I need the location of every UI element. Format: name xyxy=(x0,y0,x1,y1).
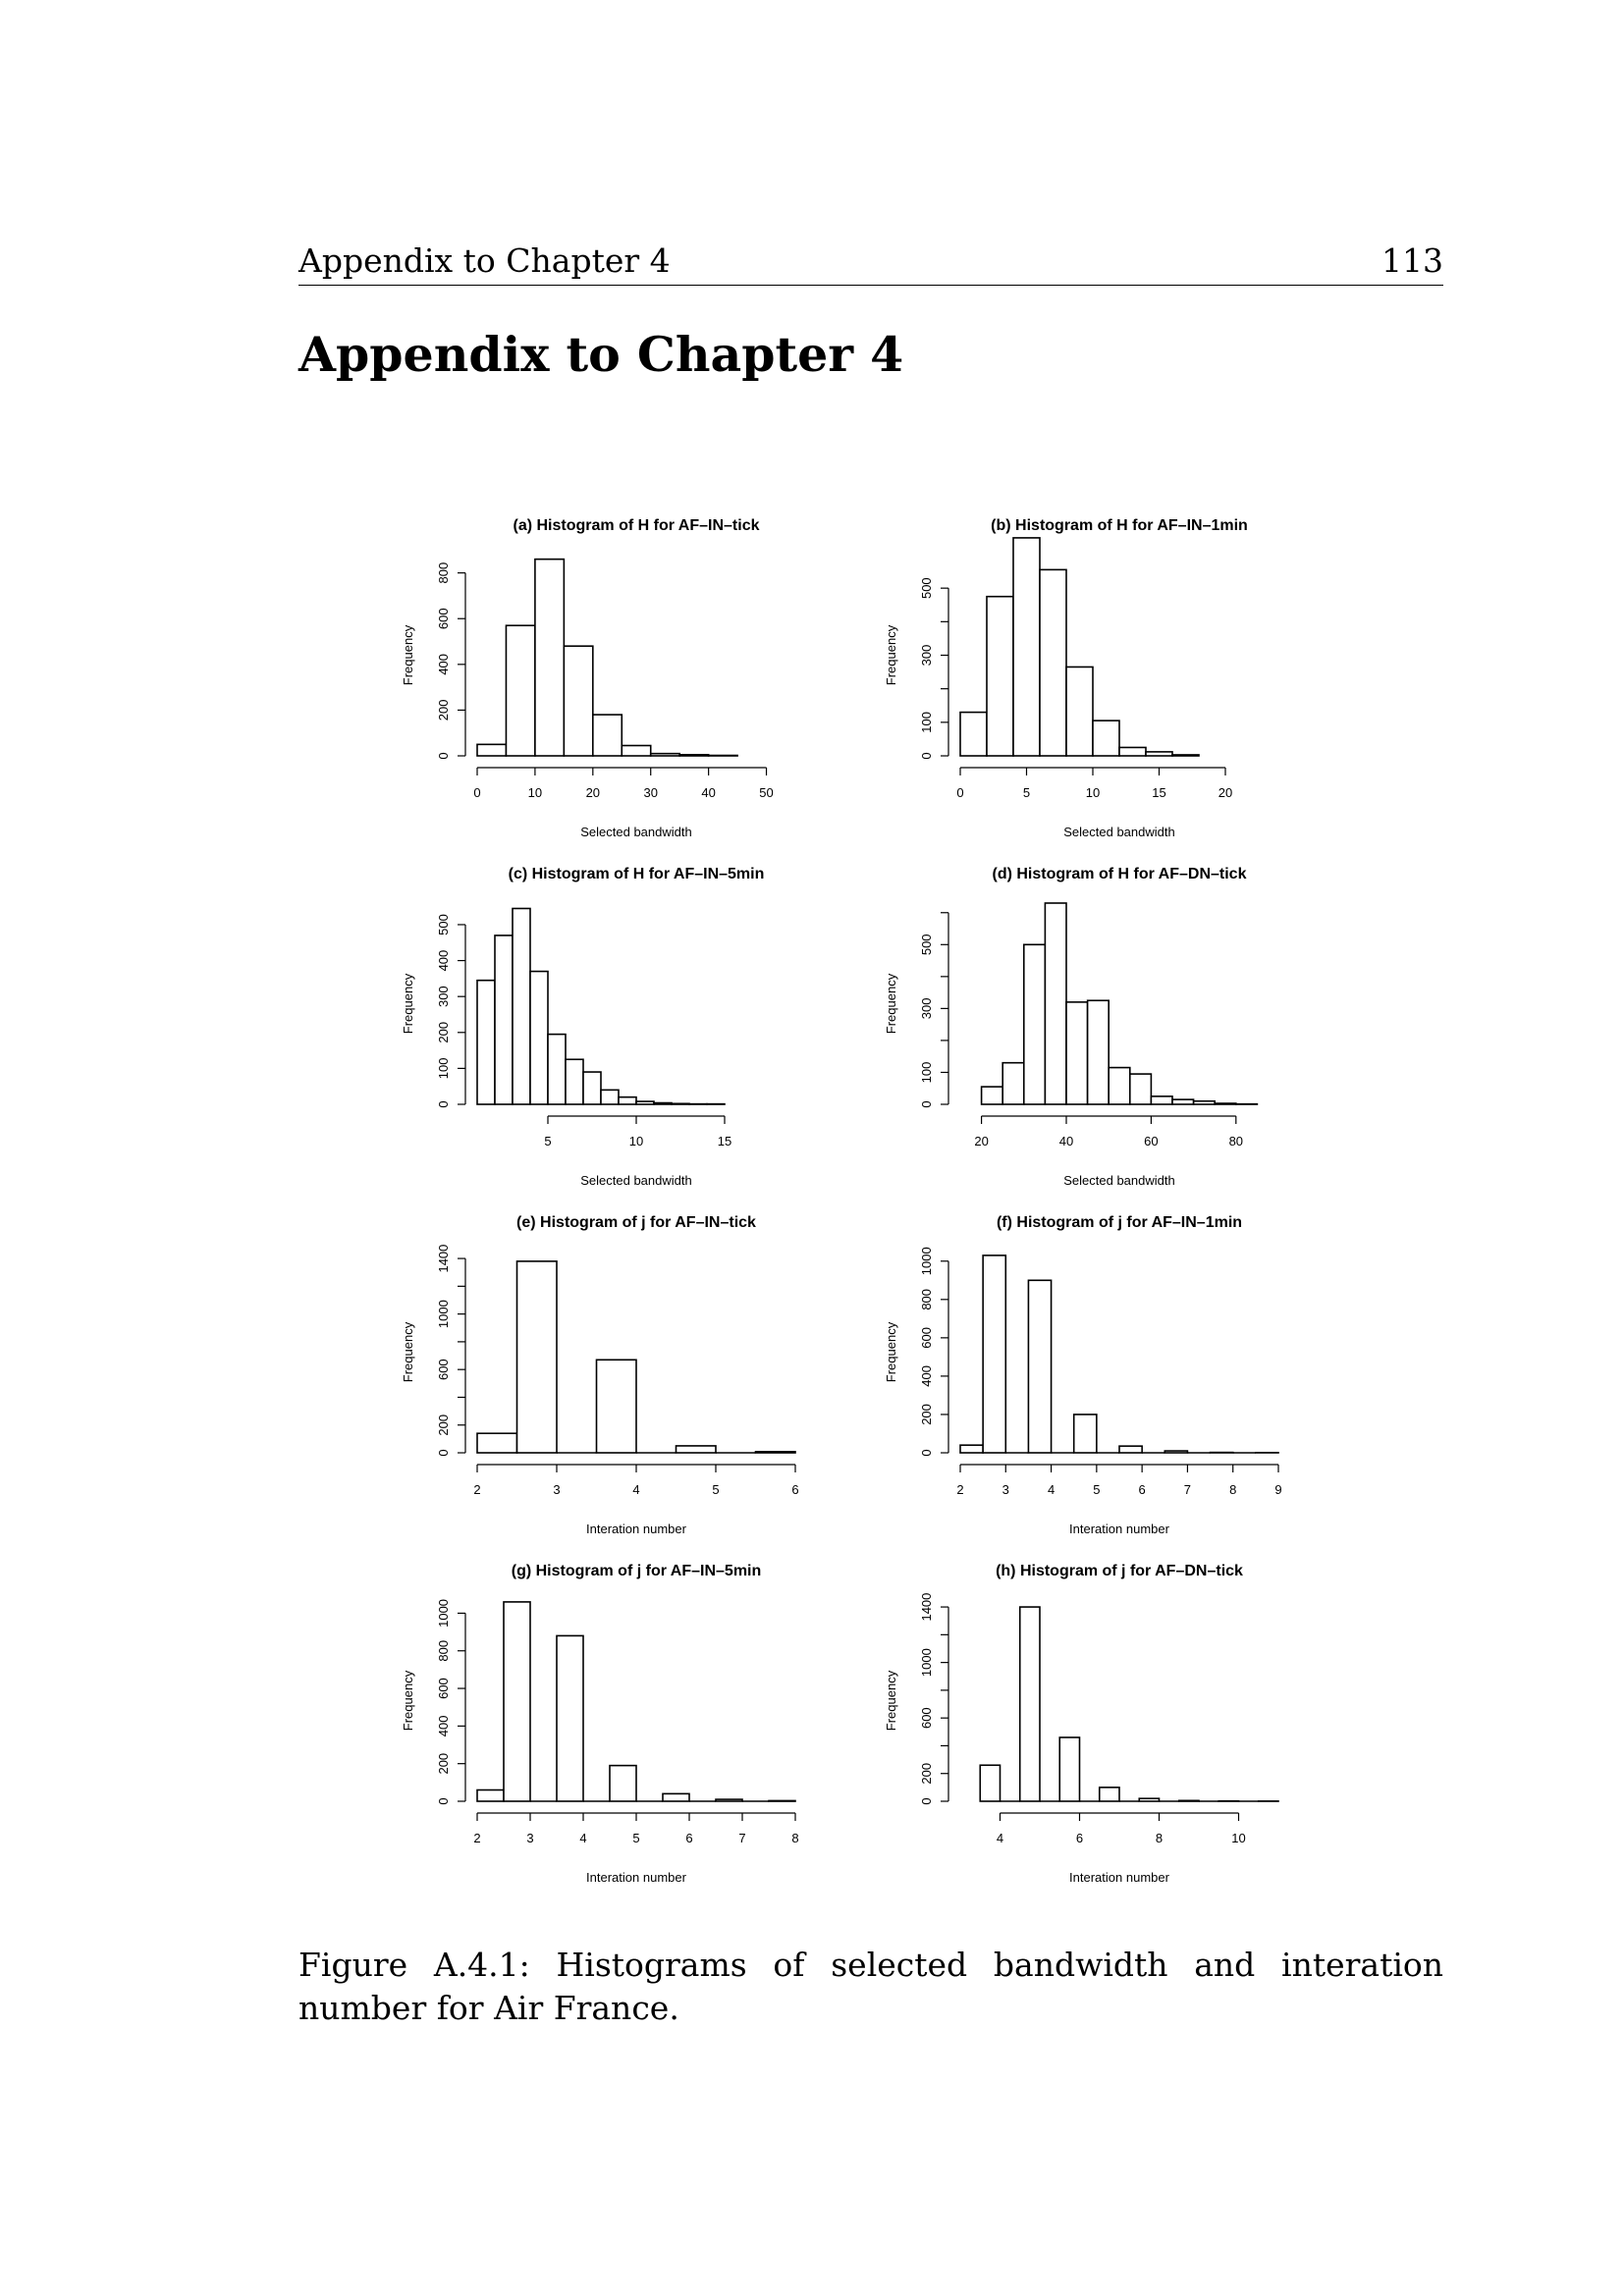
histogram-bar xyxy=(1002,1063,1024,1104)
y-tick-label: 600 xyxy=(436,1359,451,1381)
histogram-bar xyxy=(477,1790,504,1801)
histogram-bar xyxy=(756,1452,796,1453)
histogram-bar xyxy=(769,1800,795,1801)
x-tick-label: 8 xyxy=(1229,1482,1237,1497)
x-tick-label: 3 xyxy=(1001,1482,1009,1497)
y-tick-label: 1000 xyxy=(919,1247,934,1276)
y-tick-label: 300 xyxy=(919,997,934,1020)
histogram-bar xyxy=(513,908,530,1104)
histogram-bar xyxy=(1059,1737,1079,1801)
chart-title: (e) Histogram of j for AF–IN–tick xyxy=(516,1214,756,1231)
y-tick-label: 100 xyxy=(919,711,934,733)
y-tick-label: 100 xyxy=(919,1061,934,1084)
x-tick-label: 20 xyxy=(585,785,601,800)
histogram-bar xyxy=(654,1103,672,1104)
histogram-bar xyxy=(1146,752,1172,756)
y-tick-label: 800 xyxy=(436,1639,451,1662)
y-axis-label: Frequency xyxy=(401,624,415,686)
histogram-bar xyxy=(982,1087,1003,1104)
histogram-bar xyxy=(983,1255,1005,1453)
x-tick-label: 7 xyxy=(738,1831,746,1845)
y-tick-label: 200 xyxy=(436,1752,451,1775)
chart-title: (b) Histogram of H for AF–IN–1min xyxy=(991,517,1248,534)
x-axis-label: Interation number xyxy=(586,1522,686,1536)
y-tick-label: 0 xyxy=(436,1449,451,1457)
x-tick-label: 9 xyxy=(1274,1482,1282,1497)
x-tick-label: 2 xyxy=(473,1482,481,1497)
y-tick-label: 1400 xyxy=(919,1592,934,1622)
histogram-bar xyxy=(960,1445,983,1453)
histogram-bar xyxy=(619,1097,636,1104)
y-tick-label: 500 xyxy=(919,934,934,956)
histogram-bar xyxy=(1013,538,1040,756)
x-axis-label: Selected bandwidth xyxy=(1063,825,1175,839)
x-tick-label: 6 xyxy=(1075,1831,1084,1845)
y-axis-label: Frequency xyxy=(401,1321,415,1383)
y-tick-label: 400 xyxy=(919,1365,934,1387)
chart-title: (a) Histogram of H for AF–IN–tick xyxy=(513,517,760,534)
histogram-bar xyxy=(535,560,564,756)
chart-title: (f) Histogram of j for AF–IN–1min xyxy=(996,1214,1243,1231)
x-axis-label: Selected bandwidth xyxy=(580,825,692,839)
histogram-bar xyxy=(557,1635,583,1801)
histogram-bar xyxy=(564,646,592,756)
y-tick-label: 200 xyxy=(436,1021,451,1043)
x-tick-label: 20 xyxy=(1218,785,1233,800)
histogram-bar xyxy=(548,1035,566,1104)
x-tick-label: 60 xyxy=(1144,1134,1159,1148)
histogram-bar xyxy=(1172,1099,1194,1104)
histogram-bar xyxy=(593,715,622,756)
x-tick-label: 0 xyxy=(956,785,964,800)
x-tick-label: 6 xyxy=(685,1831,693,1845)
y-tick-label: 0 xyxy=(919,1797,934,1805)
histogram-bar xyxy=(1139,1798,1159,1801)
x-tick-label: 2 xyxy=(473,1831,481,1845)
histogram-bar xyxy=(1024,944,1046,1104)
chart-title: (h) Histogram of j for AF–DN–tick xyxy=(996,1563,1243,1579)
histogram-bar xyxy=(663,1793,689,1801)
x-tick-label: 4 xyxy=(996,1831,1004,1845)
histogram-bar xyxy=(1215,1103,1236,1104)
histogram-bar xyxy=(1045,903,1066,1104)
x-axis-label: Interation number xyxy=(1069,1870,1169,1885)
x-tick-label: 10 xyxy=(1231,1831,1246,1845)
y-tick-label: 400 xyxy=(436,949,451,972)
histogram-bar xyxy=(1088,1000,1110,1104)
histogram-bar xyxy=(504,1602,530,1801)
histogram-bar xyxy=(1066,1002,1088,1104)
histogram-bar xyxy=(1164,1451,1187,1453)
y-tick-label: 600 xyxy=(919,1707,934,1730)
x-tick-label: 10 xyxy=(1085,785,1101,800)
x-tick-label: 4 xyxy=(1047,1482,1056,1497)
histogram-bar xyxy=(506,625,534,756)
figure-caption: Figure A.4.1: Histograms of selected bandwidth and interation number for Air France. xyxy=(298,1946,1443,2027)
x-tick-label: 6 xyxy=(1138,1482,1146,1497)
histogram-bar xyxy=(1179,1800,1199,1801)
histogram-bar xyxy=(1066,667,1093,756)
x-tick-label: 5 xyxy=(712,1482,720,1497)
y-tick-label: 600 xyxy=(436,608,451,630)
x-tick-label: 2 xyxy=(956,1482,964,1497)
x-tick-label: 5 xyxy=(1022,785,1031,800)
x-tick-label: 5 xyxy=(1093,1482,1101,1497)
x-tick-label: 50 xyxy=(759,785,774,800)
y-tick-label: 800 xyxy=(919,1288,934,1310)
histogram-bar xyxy=(601,1090,619,1104)
x-axis-label: Interation number xyxy=(1069,1522,1169,1536)
histogram-bar xyxy=(1100,1788,1119,1801)
histogram-bar xyxy=(1172,755,1199,756)
histogram-bar xyxy=(1020,1607,1040,1801)
x-tick-label: 15 xyxy=(717,1134,732,1148)
y-axis-label: Frequency xyxy=(884,1670,898,1732)
x-tick-label: 0 xyxy=(473,785,481,800)
y-tick-label: 0 xyxy=(919,1449,934,1457)
x-tick-label: 6 xyxy=(791,1482,799,1497)
histogram-bar xyxy=(651,754,679,756)
y-tick-label: 500 xyxy=(436,914,451,935)
histogram-bar xyxy=(597,1360,637,1453)
chart-title: (c) Histogram of H for AF–IN–5min xyxy=(508,866,765,882)
y-tick-label: 400 xyxy=(436,653,451,675)
y-tick-label: 200 xyxy=(919,1762,934,1785)
y-axis-label: Frequency xyxy=(884,1321,898,1383)
x-tick-label: 3 xyxy=(553,1482,561,1497)
histogram-bar xyxy=(1151,1096,1172,1104)
x-tick-label: 20 xyxy=(974,1134,989,1148)
y-tick-label: 0 xyxy=(436,752,451,760)
x-tick-label: 4 xyxy=(579,1831,587,1845)
x-tick-label: 10 xyxy=(628,1134,644,1148)
y-tick-label: 800 xyxy=(436,561,451,584)
histogram-bar xyxy=(566,1059,583,1104)
histogram-bar xyxy=(1119,1446,1142,1453)
y-tick-label: 0 xyxy=(919,752,934,760)
histogram-bar xyxy=(636,1101,654,1104)
x-tick-label: 30 xyxy=(643,785,658,800)
y-tick-label: 500 xyxy=(919,577,934,600)
y-tick-label: 1000 xyxy=(436,1598,451,1628)
page-number: 113 xyxy=(1381,241,1443,280)
histogram-bar xyxy=(1028,1280,1051,1453)
x-axis-label: Interation number xyxy=(586,1870,686,1885)
histogram-bar xyxy=(679,755,708,756)
histogram-bar xyxy=(1109,1068,1130,1104)
x-axis-label: Selected bandwidth xyxy=(580,1173,692,1188)
running-title: Appendix to Chapter 4 xyxy=(298,241,671,280)
histogram-bar xyxy=(610,1766,636,1801)
y-axis-label: Frequency xyxy=(401,973,415,1035)
y-axis-label: Frequency xyxy=(401,1670,415,1732)
x-tick-label: 80 xyxy=(1228,1134,1244,1148)
histogram-bar xyxy=(583,1072,601,1104)
histogram-bar xyxy=(530,972,548,1104)
y-axis-label: Frequency xyxy=(884,624,898,686)
chart-title: (g) Histogram of j for AF–IN–5min xyxy=(511,1563,762,1579)
x-tick-label: 10 xyxy=(527,785,543,800)
y-tick-label: 300 xyxy=(919,644,934,667)
chart-title: (d) Histogram of H for AF–DN–tick xyxy=(992,866,1247,882)
y-tick-label: 200 xyxy=(436,1414,451,1436)
histogram-bar xyxy=(980,1765,1000,1801)
histogram-bar xyxy=(1119,747,1146,756)
y-tick-label: 200 xyxy=(919,1404,934,1425)
x-tick-label: 15 xyxy=(1152,785,1166,800)
histogram-bar xyxy=(477,1433,517,1453)
y-tick-label: 600 xyxy=(436,1678,451,1699)
histogram-bar xyxy=(477,981,495,1104)
histogram-bar xyxy=(672,1103,689,1104)
y-tick-label: 0 xyxy=(919,1100,934,1108)
histogram-bar xyxy=(987,597,1013,756)
histogram-bar xyxy=(960,713,987,756)
y-tick-label: 100 xyxy=(436,1057,451,1080)
histogram-bar xyxy=(1040,569,1066,756)
histogram-bar xyxy=(622,746,650,756)
y-tick-label: 300 xyxy=(436,986,451,1008)
y-tick-label: 600 xyxy=(919,1327,934,1349)
x-tick-label: 5 xyxy=(544,1134,552,1148)
x-tick-label: 7 xyxy=(1183,1482,1192,1497)
chapter-title: Appendix to Chapter 4 xyxy=(298,326,904,383)
histogram-bar xyxy=(1194,1101,1216,1104)
histogram-bar xyxy=(517,1261,558,1453)
x-tick-label: 8 xyxy=(791,1831,799,1845)
x-tick-label: 5 xyxy=(632,1831,640,1845)
histogram-bar xyxy=(677,1446,717,1453)
x-tick-label: 4 xyxy=(632,1482,640,1497)
x-tick-label: 3 xyxy=(526,1831,534,1845)
y-tick-label: 1400 xyxy=(436,1244,451,1273)
y-tick-label: 1000 xyxy=(436,1300,451,1329)
histogram-bar xyxy=(1130,1074,1152,1104)
histogram-bar xyxy=(495,935,513,1104)
histogram-bar xyxy=(477,744,506,756)
y-tick-label: 1000 xyxy=(919,1648,934,1678)
y-tick-label: 400 xyxy=(436,1715,451,1737)
x-axis-label: Selected bandwidth xyxy=(1063,1173,1175,1188)
y-tick-label: 200 xyxy=(436,699,451,721)
x-tick-label: 40 xyxy=(1058,1134,1074,1148)
y-axis-label: Frequency xyxy=(884,973,898,1035)
y-tick-label: 0 xyxy=(436,1797,451,1805)
histogram-bar xyxy=(1074,1415,1097,1453)
x-tick-label: 8 xyxy=(1155,1831,1164,1845)
histogram-bar xyxy=(1093,721,1119,756)
y-tick-label: 0 xyxy=(436,1100,451,1108)
x-tick-label: 40 xyxy=(701,785,716,800)
histogram-bar xyxy=(716,1799,742,1801)
